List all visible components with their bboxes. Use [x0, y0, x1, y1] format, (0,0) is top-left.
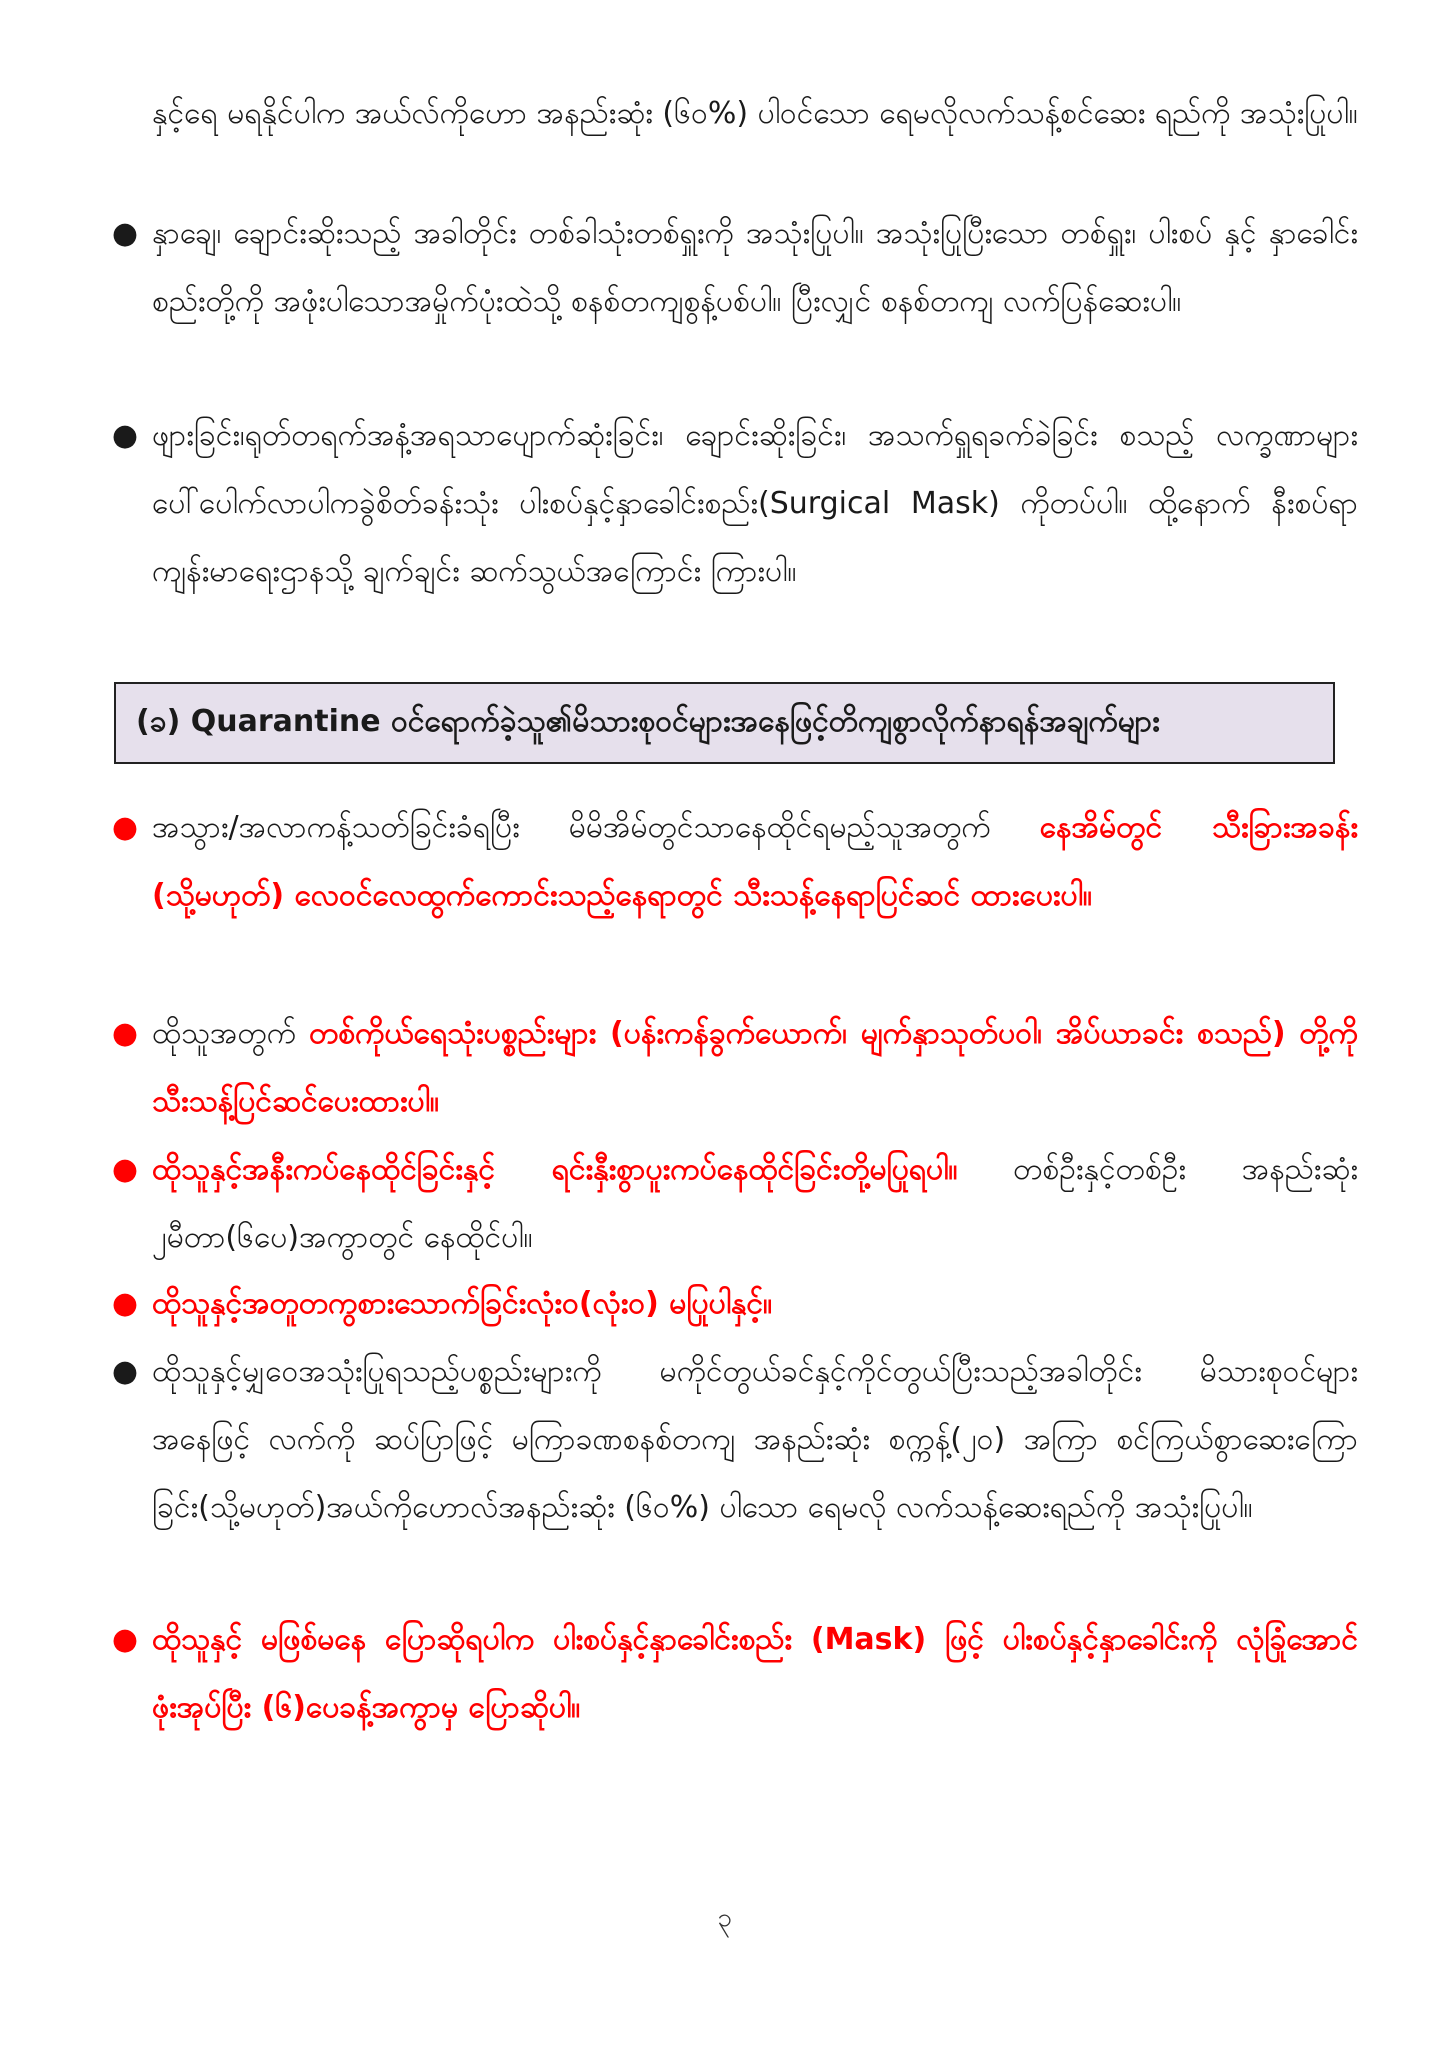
list-item [111, 794, 1358, 930]
bullet-icon: ● [111, 216, 139, 251]
list-item-text: အသွား/အလာကန့်သတ်ခြင်းခံရပြီး မိမိအိမ်တွင်သာနေထိုင်ရမည့်သူအတွက် [152, 810, 1040, 845]
bullet-icon: ● [111, 1286, 139, 1321]
emphasis-text: တစ်ကိုယ်ရေသုံးပစ္စည်းများ (ပန်းကန်ခွက်ယောက်၊ မျက်နှာသုတ်ပဝါ၊ အိပ်ယာခင်း စသည်) တို့ကို သီးသန့်ပြင်ဆင်ပေးထားပါ။ [152, 1016, 1358, 1119]
section-title: (ခ) Quarantine ဝင်ရောက်ခဲ့သူ၏မိသားစုဝင်များအနေဖြင့်တိကျစွာလိုက်နာရန်အချက်များ [136, 703, 1160, 739]
list-item [111, 1606, 1358, 1742]
emphasis-text: ထိုသူနှင့်အတူတကွစားသောက်ခြင်းလုံးဝ(လုံးဝ) မပြုပါနှင့်။ [152, 1286, 773, 1321]
list-item [111, 1338, 1358, 1542]
continuation-text: နှင့်ရေ မရနိုင်ပါက အယ်လ်ကိုဟော အနည်းဆုံး (၆၀%) ပါဝင်သော ရေမလိုလက်သန့်စင်ဆေး ရည်ကို အသုံးပြုပါ။ [152, 96, 1358, 131]
list-item-text: ထိုသူအတွက် [152, 1016, 310, 1051]
list-item [111, 1136, 1359, 1272]
continuation-paragraph [152, 80, 1358, 148]
list-item-text: ထိုသူနှင့်မျှဝေအသုံးပြုရသည့်ပစ္စည်းများကို မကိုင်တွယ်ခင်နှင့်ကိုင်တွယ်ပြီးသည့်အခါတိုင်း မိသားစုဝင်များအနေဖြင့် လက်ကို ဆပ်ပြာဖြင့် မကြာခဏစနစ်တကျ အနည်းဆုံး စက္ကန့်(၂၀) အကြာ စင်ကြယ်စွာဆေးကြောခြင်း(သို့မဟုတ်)အယ်ကိုဟောလ်အနည်းဆုံး (၆၀%) ပါသော ရေမလို လက်သန့်ဆေးရည်ကို အသုံးပြုပါ။ [152, 1354, 1358, 1525]
bullet-icon: ● [111, 810, 139, 845]
list-item [111, 402, 1358, 606]
list-item [111, 200, 1358, 336]
list-item [111, 1000, 1358, 1136]
bullet-icon: ● [111, 1354, 139, 1389]
list-item-text: ဖျားခြင်း၊ရုတ်တရက်အနံ့အရသာပျောက်ဆုံးခြင်း၊ ချောင်းဆိုးခြင်း၊ အသက်ရှူရခက်ခဲခြင်း စသည့် လက္ခဏာများပေါ်ပေါက်လာပါကခွဲစိတ်ခန်းသုံး ပါးစပ်နှင့်နှာခေါင်းစည်း(Surgical Mask) ကိုတပ်ပါ။ ထို့နောက် နီးစပ်ရာကျန်းမာရေးဌာနသို့ ချက်ချင်း ဆက်သွယ်အကြောင်း ကြားပါ။ [152, 418, 1358, 589]
emphasis-text: နေအိမ်တွင် သီးခြားအခန်း (သို့မဟုတ်) လေဝင်လေထွက်ကောင်းသည့်နေရာတွင် သီးသန့်နေရာပြင်ဆင် ထားပေးပါ။ [152, 810, 1358, 913]
list-item-text: နှာချေ၊ ချောင်းဆိုးသည့် အခါတိုင်း တစ်ခါသုံးတစ်ရှူးကို အသုံးပြုပါ။ အသုံးပြုပြီးသော တစ်ရှူး၊ ပါးစပ် နှင့် နှာခေါင်းစည်းတို့ကို အဖုံးပါသောအမှိုက်ပုံးထဲသို့ စနစ်တကျစွန့်ပစ်ပါ။ ပြီးလျှင် စနစ်တကျ လက်ပြန်ဆေးပါ။ [152, 216, 1358, 319]
bullet-icon: ● [111, 1016, 139, 1051]
emphasis-text: ထိုသူနှင့်အနီးကပ်နေထိုင်ခြင်းနှင့် ရင်းနှီးစွာပူးကပ်နေထိုင်ခြင်းတို့မပြုရပါ။ [152, 1152, 958, 1187]
emphasis-text: ထိုသူနှင့် မဖြစ်မနေ ပြောဆိုရပါက ပါးစပ်နှင့်နှာခေါင်းစည်း (Mask) ဖြင့် ပါးစပ်နှင့်နှာခေါင်းကို လုံခြုံအောင်ဖုံးအုပ်ပြီး (၆)ပေခန့်အကွာမှ ပြောဆိုပါ။ [152, 1622, 1358, 1725]
list-item-text: တစ်ဦးနှင့်တစ်ဦး အနည်းဆုံး ၂မီတာ(၆ပေ)အကွာတွင် နေထိုင်ပါ။ [152, 1152, 1359, 1255]
page-number: ၃ [717, 1903, 732, 1933]
bullet-icon: ● [111, 1152, 139, 1187]
section-header-box [114, 682, 1335, 764]
list-item [111, 1270, 1358, 1338]
bullet-icon: ● [111, 1622, 139, 1657]
bullet-icon: ● [111, 418, 139, 453]
